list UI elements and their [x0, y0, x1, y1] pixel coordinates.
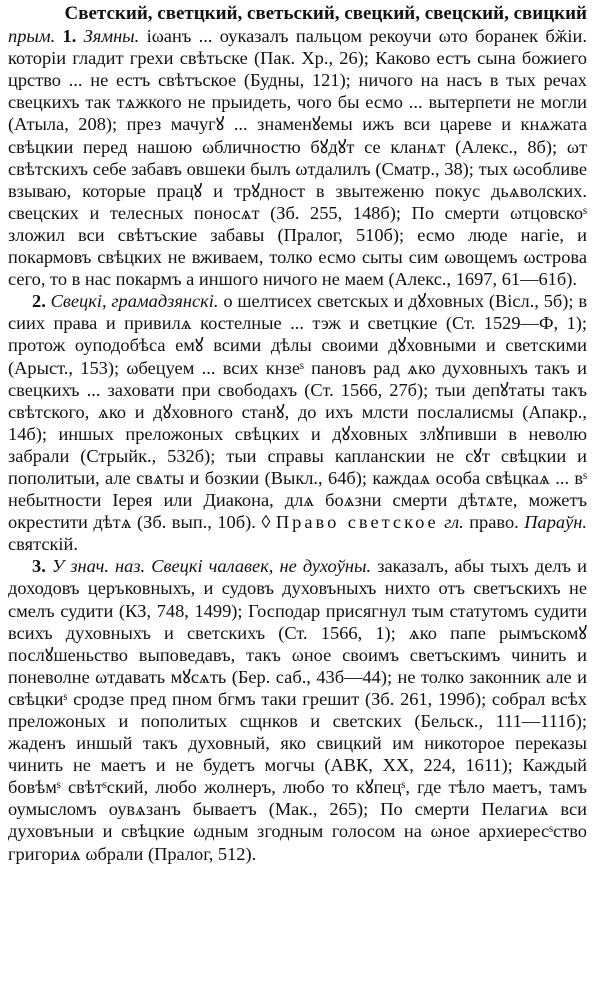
sense-text-2: о шелтисех светскых и дꙋховных (Вісл., 5б); в сиих права и привилѧ костелные ... тэж и светцкие (Ст. 1529—Ф, 1); протож оуподобѣса емꙋ всими дѣлы своими дꙋховными и светскими (Арыст., 153); ωбецуем ... всих кнзеˢ пановъ рад ѧко духовныхъ такъ и свецкихъ ... заховати при свободахъ (Ст. 1566, 27б); тыи депꙋтаты такъ свѣтского, ѧко и дꙋховного станꙋ, до ихъ млсти послалисмы (Апакр., 14б); иншых преложоных свѣцких и дꙋховных злꙋпивши в неволю забрали (Стрыйк., 532б); тыи справы капланскии не сꙋт свѣцкии и пополитыи, але свѧты и бозкии (Выкл., 64б); каждаѧ особа свѣцкаѧ ... вˢ небытности Iерея или Диакона, длѧ боѧзни смерти дѣтѧте, можетъ окрестити дѣтѧ (Зб. вып., 10б).: [8, 291, 588, 533]
sense-gloss-1: Зямны.: [83, 26, 140, 47]
sense-gloss-3: У знач. наз. Свецкі чалавек, не духоўны.: [51, 556, 372, 577]
set-phrase-ref: право.: [469, 512, 519, 533]
sense-2: [8, 290, 587, 555]
set-phrase: Право светское: [275, 512, 439, 533]
sense-number-3: 3.: [32, 556, 46, 577]
part-of-speech: прым.: [8, 26, 56, 47]
sense-text-3: заказалъ, абы тыхъ делъ и доходовъ церъковныхъ, и судовъ духовъныхъ нихто отъ светъскихъ не смелъ судити (КЗ, 748, 1499); Господар присягнул тым статутомъ судити всихъ духовныхъ и светскихъ (Ст. 1566, 1); ѧко папе рымъскомꙋ послꙋшеньство выповедавъ, такъ ωное своимъ светъскимъ чинить и поневолне ωтдавать мꙋсѧть (Бер. саб., 43б—44); не толко законник але и свѣцкиˢ сродзе пред пном бгмъ таки грешит (Зб. 261, 199б); собрал всѣх преложоных и пополитых сщнков и светских (Бельск., 111—111б); жаденъ иншый такъ духовный, яко свицкий им никоторое переказы чинить не маетъ и не будетъ могчы (АВК, XX, 224, 1611); Каждый бовѣмˢ свѣтˢский, любо жолнеръ, любо то кꙋпецˢ, где тѣло маетъ, тамъ оумысломъ оувѧзанъ бываетъ (Мак., 265); По смерти Пелагиѧ вси духовъныи и свѣцкие ωдным згодным голосом на ωное архиересˢство григориѧ ωбрали (Пралог, 512).: [8, 556, 587, 864]
sense-3: [8, 555, 587, 864]
sense-text-1: iωанъ ... оуказалъ пальцом рекоучи ωто боранек бӂiи. которiи гладит грехи свѣтьске (Пак. Хр., 26); Каково естъ сына божиего црство ... не естъ свѣтъское (Будны, 121); ничого на насъ в тых речах свецкихъ так тѧжкого не прыидеть, чого бы есмо ... вытерпети не могли (Атыла, 208); през мачугꙋ ... знаменꙋемы ижъ вси цареве и кнѧжата свѣцкии перед нашою ωбличностю бꙋдꙋт се кланѧт (Алекс., 8б); ωт свѣтскихъ себе забавъ овшеки былъ ωтдалилъ (Сматр., 38); тых ωсобливе взываю, которые працꙋ и трꙋдност в звытеженю покус дьѧволских. свецских и телесных поносѧт (Зб. 255, 148б); По смерти ωтцовскоˢ зложил вси свѣтъские забавы (Пралог, 510б); есмо люде нагiе, и покармовъ свѣцких не вживаем, толко есмо сыты сим ωвощемъ ωстрова сего, то в нас покармъ а иншого ничого не маем (Алекс., 1697, 61—61б).: [8, 26, 587, 290]
set-phrase-pos: гл.: [444, 512, 464, 533]
sense-number-2: 2.: [32, 291, 46, 312]
sense-gloss-2: Свецкі, грамадзянскі.: [50, 291, 219, 312]
sense-number-1: 1.: [62, 26, 77, 47]
headword: Светский, светцкий, светьский, свецкий, свецский, свицкий: [64, 3, 587, 24]
phrase-marker: ◊: [261, 512, 271, 533]
cross-reference-word: святскій.: [8, 534, 78, 555]
entry-block: [8, 3, 587, 290]
cross-reference-label: Параўн.: [524, 512, 588, 533]
